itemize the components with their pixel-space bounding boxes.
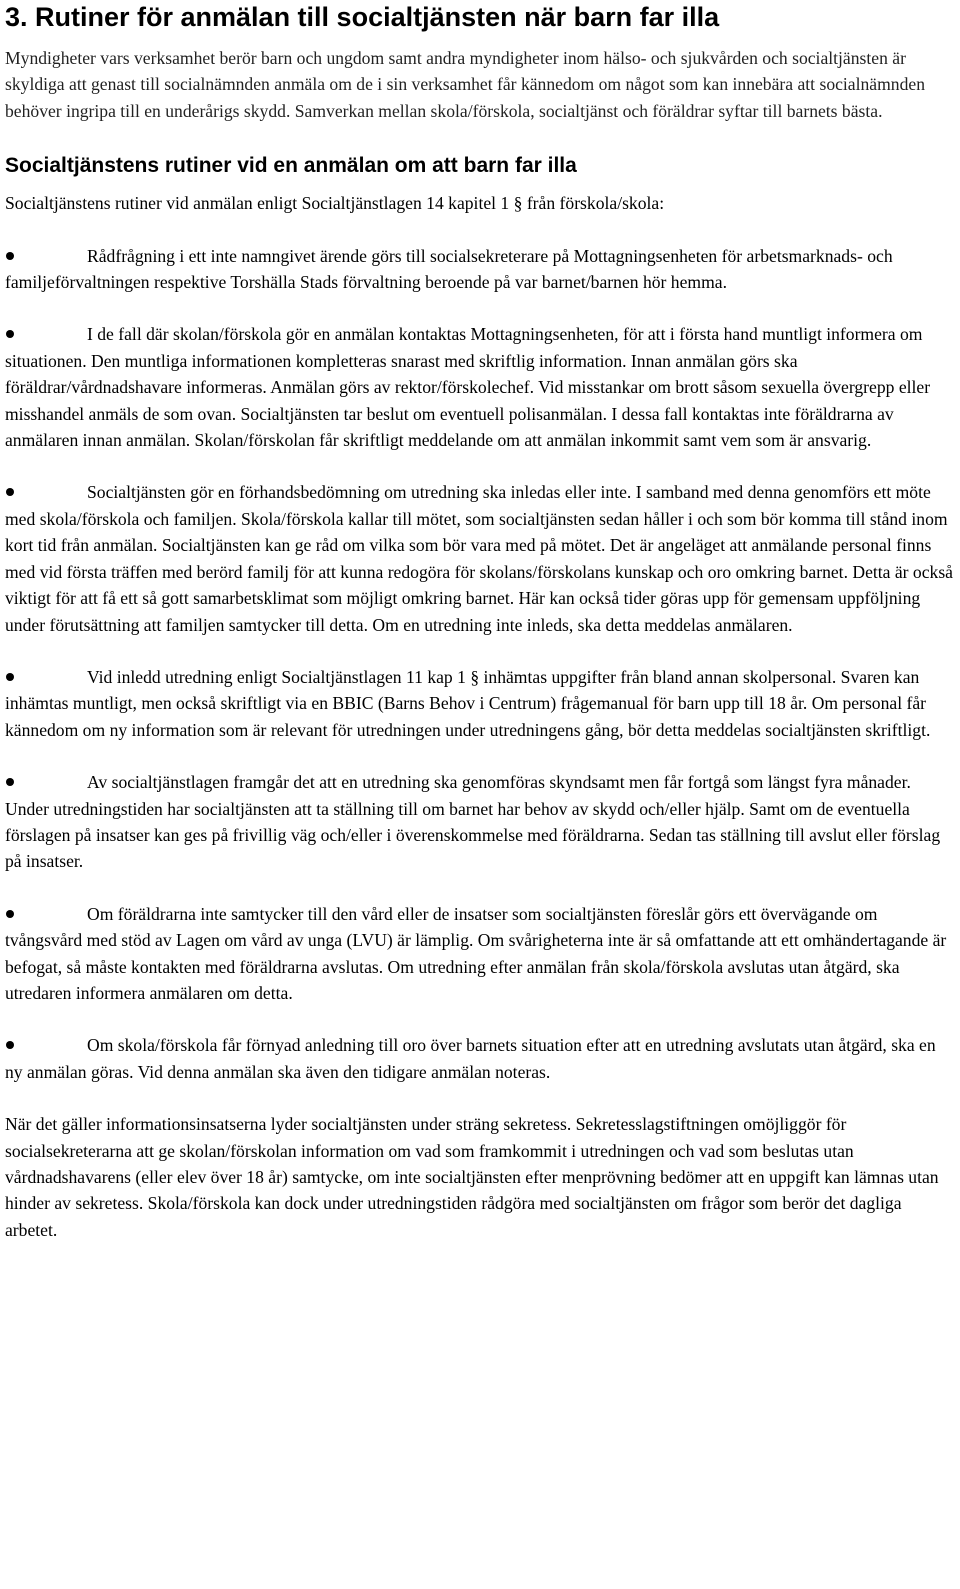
list-item-text: Av socialtjänstlagen framgår det att en utredning ska genomföras skyndsamt men får fortgå som längst fyra månader. Under utredningstiden har socialtjänsten att ta ställning till om barnet har behov av skydd och/eller hjälp. Samt om de eventuella förslagen på insatser kan ges på frivillig väg och/eller i överenskommelse med föräldrarna. Sedan tas ställning till avslut eller förslag på insatser.: [5, 772, 941, 872]
list-item: [5, 321, 955, 453]
bullet-icon: [5, 479, 87, 505]
bullet-icon: [5, 664, 87, 690]
subsection-heading: Socialtjänstens rutiner vid en anmälan om att barn far illa: [5, 154, 577, 178]
list-item: [5, 479, 955, 637]
list-item: [5, 664, 955, 743]
list-item-text: Vid inledd utredning enligt Socialtjänstlagen 11 kap 1 § inhämtas uppgifter från bland annan skolpersonal. Svaren kan inhämtas muntligt, men också skriftligt via en BBIC (Barns Behov i Centrum) frågemanual för barn upp till 18 år. Om personal får kännedom om ny information som är relevant för utredningen under utredningens gång, bör detta meddelas socialtjänsten skriftligt.: [5, 666, 931, 740]
list-item: [5, 1032, 955, 1085]
routine-list: [5, 243, 955, 1086]
intro-paragraph: Myndigheter vars verksamhet berör barn och ungdom samt andra myndigheter inom hälso- och sjukvården och socialtjänsten är skyldiga att genast till socialnämnden anmäla om de i sin verksamhet får kännedom om något som kan innebära att socialnämnden behöver ingripa till en underårigs skydd. Samverkan mellan skola/förskola, socialtjänst och föräldrar syftar till barnets bästa.: [5, 48, 925, 121]
bullet-icon: [5, 769, 87, 795]
list-item-text: Om skola/förskola får förnyad anledning till oro över barnets situation efter att en utredning avslutats utan åtgärd, ska en ny anmälan göras. Vid denna anmälan ska även den tidigare anmälan noteras.: [5, 1035, 936, 1082]
closing-paragraph: När det gäller informationsinsatserna lyder socialtjänsten under sträng sekretess. Sekretesslagstiftningen omöjliggör för socialsekreterarna att ge skolan/förskolan information om vad som framkommit i utredningen och vad som beslutas utan vårdnadshavarens (eller elev över 18 år) samtycke, om inte socialtjänsten efter menprövning bedömer att en uppgift kan lämnas utan hinder av sekretess. Skola/förskola kan dock under utredningstiden rådgöra med socialtjänsten om frågor som berör det dagliga arbetet.: [5, 1114, 939, 1240]
subsection-intro: Socialtjänstens rutiner vid anmälan enligt Socialtjänstlagen 14 kapitel 1 § från förskola/skola:: [5, 193, 665, 214]
bullet-icon: [5, 243, 87, 269]
bullet-icon: [5, 1032, 87, 1058]
list-item: [5, 769, 955, 875]
bullet-icon: [5, 321, 87, 347]
list-item: [5, 243, 955, 296]
document-page: [5, 0, 955, 1243]
list-item-text: Om föräldrarna inte samtycker till den vård eller de insatser som socialtjänsten föreslår görs ett övervägande om tvångsvård med stöd av Lagen om vård av unga (LVU) är lämplig. Om svårigheterna inte är så omfattande att ett omhändertagande är befogat, så måste kontakten med föräldrarna avslutas. Om utredning efter anmälan från skola/förskola avslutas utan åtgärd, ska utredaren informera anmälaren om detta.: [5, 903, 947, 1003]
list-item-text: Socialtjänsten gör en förhandsbedömning om utredning ska inledas eller inte. I samband med denna genomförs ett möte med skola/förskola och familjen. Skola/förskola kallar till mötet, som socialtjänsten sedan håller i och som bör komma till stånd inom kort tid från anmälan. Socialtjänsten kan ge råd om vilka som bör vara med på mötet. Det är angeläget att anmälande personal finns med vid första träffen med berörd familj för att kunna redogöra för skolans/förskolans kunskap och oro omkring barnet. Detta är också viktigt för att få ett så gott samarbetsklimat som möjligt omkring barnet. Här kan också tider göras upp för gemensam uppföljning under förutsättning att familjen samtycker till detta. Om en utredning inte inleds, ska detta meddelas anmälaren.: [5, 482, 953, 635]
list-item: [5, 901, 955, 1007]
section-heading: 3. Rutiner för anmälan till socialtjänsten när barn far illa: [5, 2, 720, 32]
bullet-icon: [5, 901, 87, 927]
list-item-text: Rådfrågning i ett inte namngivet ärende görs till socialsekreterare på Mottagningsenheten för arbetsmarknads- och familjeförvaltningen respektive Torshälla Stads förvaltning beroende på var barnet/barnen hör hemma.: [5, 245, 893, 293]
list-item-text: I de fall där skolan/förskola gör en anmälan kontaktas Mottagningsenheten, för att i första hand muntligt informera om situationen. Den muntliga informationen kompletteras snarast med skriftlig information. Innan anmälan görs ska föräldrar/vårdnadshavare informeras. Anmälan görs av rektor/förskolechef. Vid misstankar om brott såsom sexuella övergrepp eller misshandel anmäls de som ovan. Socialtjänsten tar beslut om eventuell polisanmälan. I dessa fall kontaktas inte föräldrarna av anmälaren innan anmälan. Skolan/förskolan får skriftligt meddelande om att anmälan inkommit samt vem som är ansvarig.: [5, 324, 931, 451]
